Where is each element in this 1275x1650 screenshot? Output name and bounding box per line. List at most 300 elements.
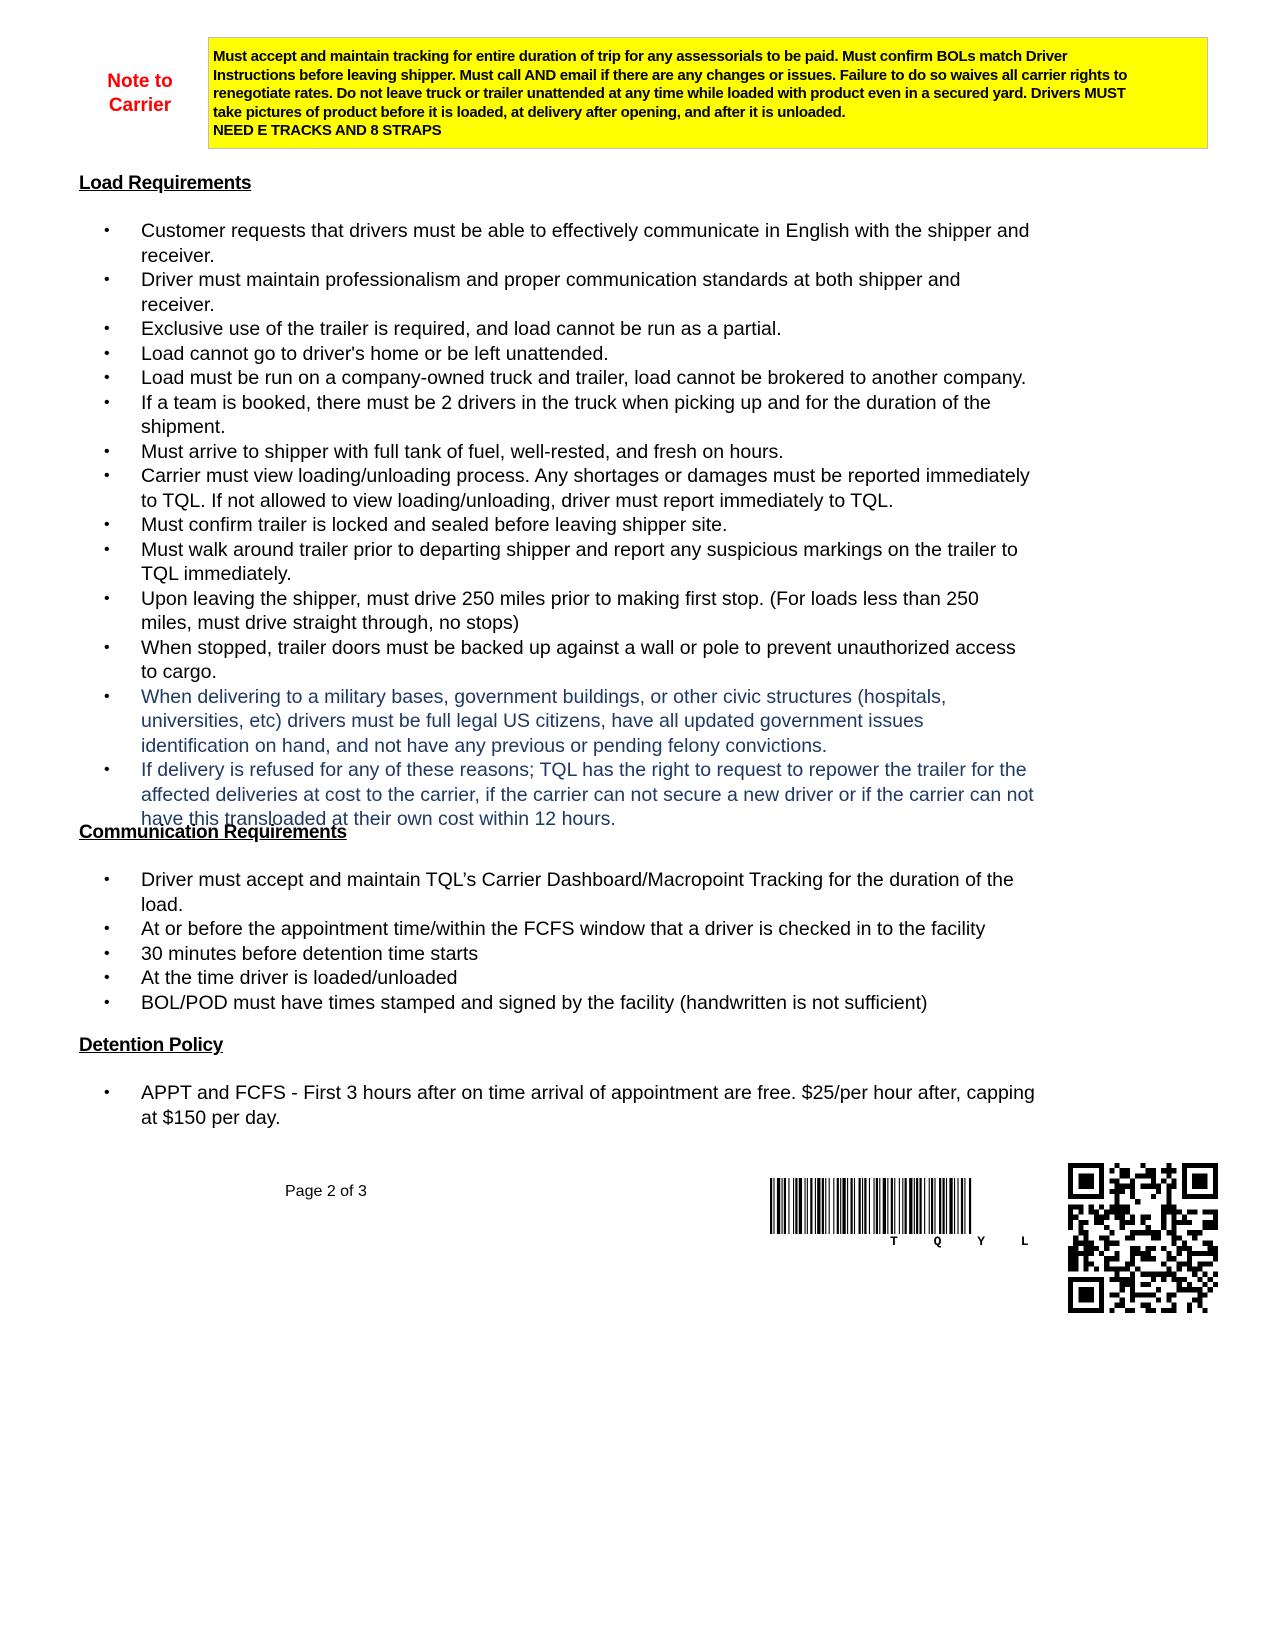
qr-module — [1125, 1220, 1130, 1225]
qr-module — [1140, 1184, 1145, 1189]
qr-module — [1177, 1246, 1182, 1251]
qr-module — [1171, 1179, 1176, 1184]
list-item — [104, 440, 1104, 465]
qr-module — [1202, 1282, 1207, 1287]
qr-module — [1202, 1241, 1207, 1246]
qr-module — [1130, 1215, 1135, 1220]
barcode-bar — [929, 1178, 930, 1234]
barcode-bar — [949, 1178, 952, 1234]
barcode-bar — [854, 1178, 855, 1234]
qr-module — [1078, 1210, 1083, 1215]
qr-module — [1161, 1204, 1166, 1209]
qr-module — [1099, 1220, 1104, 1225]
qr-module — [1073, 1261, 1078, 1266]
qr-module — [1109, 1168, 1114, 1173]
qr-module — [1073, 1204, 1078, 1209]
list-item — [104, 966, 1104, 991]
qr-module — [1120, 1168, 1125, 1173]
note-line: NEED E TRACKS AND 8 STRAPS — [213, 122, 442, 139]
qr-module — [1171, 1210, 1176, 1215]
qr-module — [1208, 1287, 1213, 1292]
qr-code-image — [1068, 1163, 1218, 1313]
qr-module — [1192, 1230, 1197, 1235]
barcode-bar — [914, 1178, 915, 1234]
barcode-bar — [817, 1178, 820, 1234]
qr-module — [1192, 1297, 1197, 1302]
qr-module — [1140, 1215, 1145, 1220]
barcode-bar — [899, 1178, 900, 1234]
note-line: Instructions before leaving shipper. Must call AND email if there are any changes or issues. Failure to do so waives all carrier rights to — [213, 66, 1128, 84]
qr-module — [1140, 1292, 1145, 1297]
qr-module — [1187, 1246, 1192, 1251]
list-item-line: identification on hand, and not have any previous or pending felony convictions. — [141, 734, 828, 757]
qr-module — [1208, 1225, 1213, 1230]
list-item-line: receiver. — [141, 293, 215, 316]
qr-module — [1151, 1184, 1156, 1189]
qr-module — [1208, 1220, 1213, 1225]
qr-module — [1140, 1230, 1145, 1235]
qr-module — [1166, 1204, 1171, 1209]
list-item — [104, 538, 1104, 587]
communication-requirements-heading: Communication Requirements — [79, 822, 347, 843]
qr-module — [1104, 1235, 1109, 1240]
qr-module — [1197, 1277, 1202, 1282]
qr-module — [1192, 1251, 1197, 1256]
qr-module — [1208, 1241, 1213, 1246]
qr-module — [1094, 1266, 1099, 1271]
qr-module — [1171, 1204, 1176, 1209]
list-item-line: to cargo. — [141, 661, 217, 683]
qr-module — [1166, 1168, 1171, 1173]
qr-module — [1084, 1241, 1089, 1246]
qr-module — [1197, 1251, 1202, 1256]
barcode-bar — [847, 1178, 848, 1234]
qr-module — [1073, 1266, 1078, 1271]
qr-module — [1171, 1308, 1176, 1313]
qr-module — [1140, 1220, 1145, 1225]
barcode-bar — [920, 1178, 922, 1234]
barcode-bar — [788, 1178, 789, 1234]
qr-module — [1197, 1303, 1202, 1308]
qr-module — [1151, 1277, 1156, 1282]
qr-module — [1084, 1266, 1089, 1271]
qr-module — [1187, 1210, 1192, 1215]
list-item-line: • Customer requests that drivers must be able to effectively communicate in English with the shipper and — [141, 220, 1030, 242]
qr-module — [1109, 1308, 1114, 1313]
qr-module — [1120, 1277, 1125, 1282]
qr-module — [1109, 1256, 1114, 1261]
qr-module — [1099, 1215, 1104, 1220]
list-item-line: • Carrier must view loading/unloading process. Any shortages or damages must be reported immediately — [141, 465, 1030, 487]
qr-module — [1151, 1230, 1156, 1235]
qr-module — [1089, 1246, 1094, 1251]
qr-module — [1171, 1241, 1176, 1246]
barcode-bar — [837, 1178, 839, 1234]
barcode-bar — [964, 1178, 965, 1234]
qr-module — [1130, 1230, 1135, 1235]
list-item — [104, 758, 1104, 832]
qr-module — [1068, 1251, 1073, 1256]
note-line: take pictures of product before it is loaded, at delivery after opening, and after it is unloaded. — [213, 103, 846, 121]
barcode-text: T Q Y L — [890, 1234, 1043, 1249]
qr-module — [1099, 1163, 1104, 1199]
qr-module — [1115, 1210, 1120, 1215]
qr-module — [1156, 1235, 1161, 1240]
qr-module — [1125, 1173, 1130, 1178]
qr-module — [1125, 1168, 1130, 1173]
qr-module — [1161, 1277, 1166, 1282]
barcode-bar — [782, 1178, 783, 1234]
qr-module — [1135, 1251, 1140, 1256]
list-item-line: • Load cannot go to driver's home or be left unattended. — [141, 342, 609, 365]
qr-module — [1161, 1246, 1166, 1251]
qr-module — [1171, 1230, 1176, 1235]
qr-module — [1208, 1277, 1213, 1282]
barcode-bar — [805, 1178, 806, 1234]
qr-module — [1125, 1277, 1130, 1282]
qr-module — [1161, 1308, 1166, 1313]
barcode-bar — [943, 1178, 945, 1234]
barcode-bar — [833, 1178, 834, 1234]
qr-module — [1068, 1204, 1073, 1209]
qr-module — [1125, 1308, 1130, 1313]
qr-module — [1078, 1251, 1083, 1256]
qr-module — [1130, 1287, 1135, 1292]
barcode-bar — [931, 1178, 933, 1234]
qr-module — [1151, 1179, 1156, 1184]
qr-module — [1089, 1204, 1094, 1209]
barcode-bar — [864, 1178, 866, 1234]
list-item-line: • Must arrive to shipper with full tank of fuel, well-rested, and fresh on hours. — [141, 440, 784, 463]
qr-module — [1166, 1194, 1171, 1199]
qr-module — [1073, 1256, 1078, 1261]
qr-module — [1115, 1303, 1120, 1308]
note-label-line-2: Carrier — [108, 95, 172, 116]
qr-module — [1140, 1303, 1145, 1308]
qr-module — [1187, 1220, 1192, 1225]
qr-module — [1120, 1303, 1125, 1308]
qr-module — [1115, 1194, 1120, 1199]
barcode-bar — [869, 1178, 870, 1234]
qr-module — [1166, 1266, 1171, 1271]
qr-module — [1099, 1204, 1104, 1209]
list-item-line: miles, must drive straight through, no stops) — [141, 612, 520, 634]
qr-module — [1213, 1210, 1218, 1215]
qr-module — [1068, 1220, 1073, 1225]
barcode-bar — [825, 1178, 826, 1234]
list-item — [104, 868, 1104, 917]
qr-module — [1151, 1235, 1156, 1240]
qr-module — [1078, 1287, 1094, 1303]
qr-module — [1187, 1287, 1192, 1292]
qr-module — [1171, 1235, 1176, 1240]
qr-module — [1115, 1266, 1120, 1271]
qr-module — [1156, 1297, 1161, 1302]
barcode-bar — [874, 1178, 875, 1234]
list-item — [104, 513, 1104, 538]
qr-module — [1104, 1241, 1109, 1246]
qr-module — [1208, 1261, 1213, 1266]
qr-module — [1130, 1308, 1135, 1313]
list-item-line: receiver. — [141, 244, 215, 267]
list-item — [104, 942, 1104, 967]
qr-module — [1151, 1194, 1156, 1199]
qr-module — [1104, 1246, 1109, 1251]
note-line: renegotiate rates. Do not leave truck or trailer unattended at any time while loaded with product even in a secured yard. Drivers MUST — [213, 85, 1126, 102]
qr-module — [1166, 1184, 1171, 1189]
qr-module — [1187, 1308, 1192, 1313]
qr-module — [1161, 1261, 1166, 1266]
qr-module — [1161, 1225, 1166, 1230]
qr-module — [1146, 1184, 1151, 1189]
barcode-bar — [777, 1178, 780, 1234]
list-item-line: load. — [141, 893, 184, 916]
qr-module — [1089, 1251, 1094, 1256]
qr-module — [1099, 1251, 1104, 1256]
qr-module — [1068, 1163, 1073, 1199]
communication-requirements-list — [104, 868, 1104, 1015]
barcode-bar — [969, 1178, 971, 1234]
qr-module — [1202, 1272, 1207, 1277]
list-item — [104, 991, 1104, 1016]
list-item-line: • Driver must maintain professionalism and proper communication standards at both shipper and — [141, 269, 961, 291]
list-item — [104, 1081, 1104, 1130]
qr-module — [1120, 1204, 1125, 1209]
qr-module — [1187, 1266, 1192, 1271]
qr-module — [1109, 1266, 1114, 1271]
qr-module — [1187, 1261, 1192, 1266]
qr-module — [1120, 1287, 1125, 1292]
barcode-bar — [784, 1178, 786, 1234]
qr-module — [1125, 1235, 1130, 1240]
load-requirements-heading: Load Requirements — [79, 173, 252, 194]
qr-module — [1104, 1225, 1109, 1230]
qr-module — [1068, 1225, 1073, 1230]
qr-module — [1171, 1272, 1176, 1277]
list-item-line: shipment. — [141, 416, 226, 438]
qr-module — [1171, 1277, 1176, 1282]
qr-module — [1140, 1256, 1145, 1261]
qr-module — [1130, 1189, 1135, 1194]
qr-module — [1115, 1184, 1120, 1189]
qr-module — [1202, 1308, 1207, 1313]
list-item — [104, 268, 1104, 317]
qr-module — [1182, 1215, 1187, 1220]
barcode-bar — [773, 1178, 774, 1234]
list-item — [104, 366, 1104, 391]
barcode-bar — [934, 1178, 935, 1234]
qr-module — [1171, 1225, 1176, 1230]
barcode-bar — [894, 1178, 895, 1234]
qr-module — [1151, 1292, 1156, 1297]
qr-module — [1084, 1230, 1089, 1235]
qr-module — [1182, 1246, 1187, 1251]
qr-module — [1109, 1241, 1114, 1246]
qr-module — [1135, 1246, 1140, 1251]
qr-module — [1068, 1308, 1104, 1313]
list-item-line: • Must walk around trailer prior to departing shipper and report any suspicious markings on the trailer to — [141, 538, 1018, 561]
qr-module — [1213, 1256, 1218, 1261]
qr-module — [1177, 1210, 1182, 1215]
list-item-line: • Driver must accept and maintain TQL’s Carrier Dashboard/Macropoint Tracking for the duration of the — [141, 869, 1014, 891]
qr-module — [1104, 1215, 1109, 1220]
qr-module — [1197, 1292, 1202, 1297]
qr-module — [1109, 1179, 1114, 1184]
qr-module — [1073, 1215, 1078, 1220]
qr-module — [1109, 1189, 1114, 1194]
list-item-line: at $150 per day. — [141, 1106, 281, 1129]
qr-module — [1094, 1215, 1099, 1220]
qr-module — [1213, 1225, 1218, 1230]
qr-module — [1084, 1220, 1089, 1225]
qr-module — [1161, 1220, 1166, 1225]
qr-module — [1109, 1230, 1114, 1235]
barcode-bar — [939, 1178, 941, 1234]
qr-module — [1099, 1277, 1104, 1313]
qr-module — [1166, 1230, 1171, 1235]
qr-module — [1140, 1163, 1145, 1168]
barcode-bar — [946, 1178, 947, 1234]
qr-module — [1182, 1163, 1187, 1199]
qr-module — [1151, 1272, 1156, 1277]
qr-module — [1146, 1246, 1151, 1251]
qr-module — [1115, 1179, 1120, 1184]
qr-module — [1177, 1220, 1182, 1225]
qr-module — [1202, 1210, 1207, 1215]
barcode-bar — [815, 1178, 816, 1234]
qr-module — [1084, 1246, 1089, 1251]
qr-module — [1166, 1163, 1171, 1168]
barcode-bar — [905, 1178, 907, 1234]
qr-module — [1156, 1230, 1161, 1235]
qr-module — [1171, 1184, 1176, 1189]
list-item-line: • When stopped, trailer doors must be backed up against a wall or pole to prevent unauthorized access — [141, 636, 1016, 659]
qr-module — [1151, 1168, 1156, 1173]
qr-module — [1192, 1173, 1208, 1189]
qr-module — [1151, 1308, 1156, 1313]
qr-module — [1197, 1287, 1202, 1292]
qr-module — [1161, 1179, 1166, 1184]
qr-module — [1125, 1204, 1130, 1209]
qr-module — [1073, 1251, 1078, 1256]
qr-module — [1213, 1215, 1218, 1220]
qr-module — [1208, 1210, 1213, 1215]
qr-module — [1161, 1272, 1166, 1277]
qr-module — [1135, 1266, 1140, 1271]
qr-module — [1094, 1220, 1099, 1225]
qr-module — [1192, 1266, 1197, 1271]
qr-module — [1146, 1282, 1151, 1287]
barcode-image — [770, 1178, 1060, 1258]
barcode-bar — [909, 1178, 912, 1234]
qr-module — [1151, 1173, 1156, 1178]
qr-module — [1146, 1225, 1151, 1230]
qr-module — [1120, 1297, 1125, 1302]
qr-module — [1202, 1225, 1207, 1230]
list-item-line: • 30 minutes before detention time starts — [141, 942, 479, 965]
qr-module — [1073, 1241, 1078, 1246]
list-item-line: • APPT and FCFS - First 3 hours after on time arrival of appointment are free. $25/per hour after, capping — [141, 1082, 1035, 1104]
qr-module — [1146, 1168, 1151, 1173]
list-item-line: • BOL/POD must have times stamped and signed by the facility (handwritten is not sufficient) — [141, 991, 928, 1014]
note-to-carrier-label — [100, 70, 180, 118]
qr-module — [1115, 1199, 1120, 1204]
qr-module — [1182, 1220, 1187, 1225]
qr-module — [1202, 1251, 1207, 1256]
list-item-line: • Load must be run on a company-owned truck and trailer, load cannot be brokered to another company. — [141, 367, 1027, 389]
qr-module — [1171, 1168, 1176, 1173]
detention-policy-heading: Detention Policy — [79, 1035, 224, 1056]
qr-module — [1084, 1251, 1089, 1256]
qr-module — [1156, 1189, 1161, 1194]
list-item-line: • At the time driver is loaded/unloaded — [141, 967, 458, 989]
load-requirements-list — [104, 219, 1104, 832]
barcode-bar — [859, 1178, 861, 1234]
barcode-bar — [851, 1178, 853, 1234]
qr-module — [1177, 1282, 1182, 1287]
qr-module — [1089, 1261, 1094, 1266]
qr-module — [1192, 1210, 1197, 1215]
qr-module — [1115, 1163, 1120, 1168]
qr-module — [1202, 1220, 1207, 1225]
qr-module — [1187, 1282, 1192, 1287]
qr-module — [1120, 1215, 1125, 1220]
barcode-bar — [957, 1178, 958, 1234]
qr-module — [1166, 1292, 1171, 1297]
qr-module — [1166, 1251, 1171, 1256]
barcode-bar — [891, 1178, 893, 1234]
qr-module — [1156, 1184, 1161, 1189]
qr-module — [1120, 1173, 1125, 1178]
qr-module — [1120, 1189, 1125, 1194]
qr-module — [1177, 1251, 1182, 1256]
qr-module — [1213, 1282, 1218, 1287]
barcode-bar — [840, 1178, 841, 1234]
qr-module — [1156, 1272, 1161, 1277]
qr-module — [1182, 1194, 1218, 1199]
qr-module — [1182, 1241, 1187, 1246]
note-label-line-1: Note to — [107, 71, 173, 92]
qr-module — [1115, 1215, 1120, 1220]
qr-module — [1078, 1204, 1083, 1209]
qr-module — [1146, 1308, 1151, 1313]
qr-module — [1187, 1230, 1192, 1235]
qr-module — [1140, 1251, 1145, 1256]
qr-module — [1109, 1210, 1114, 1215]
qr-module — [1120, 1220, 1125, 1225]
qr-module — [1115, 1272, 1120, 1277]
qr-module — [1151, 1256, 1156, 1261]
qr-module — [1166, 1272, 1171, 1277]
qr-module — [1068, 1215, 1073, 1220]
qr-module — [1171, 1303, 1176, 1308]
qr-module — [1213, 1272, 1218, 1277]
qr-module — [1146, 1173, 1151, 1178]
qr-module — [1115, 1256, 1120, 1261]
qr-module — [1166, 1297, 1171, 1302]
qr-module — [1187, 1303, 1192, 1308]
qr-module — [1202, 1261, 1207, 1266]
qr-module — [1130, 1282, 1135, 1287]
qr-module — [1125, 1266, 1130, 1271]
qr-module — [1213, 1220, 1218, 1225]
qr-module — [1125, 1261, 1130, 1266]
qr-module — [1192, 1235, 1197, 1240]
qr-module — [1125, 1210, 1130, 1215]
qr-module — [1094, 1210, 1099, 1215]
qr-module — [1166, 1308, 1171, 1313]
page-number: Page 2 of 3 — [285, 1183, 367, 1200]
